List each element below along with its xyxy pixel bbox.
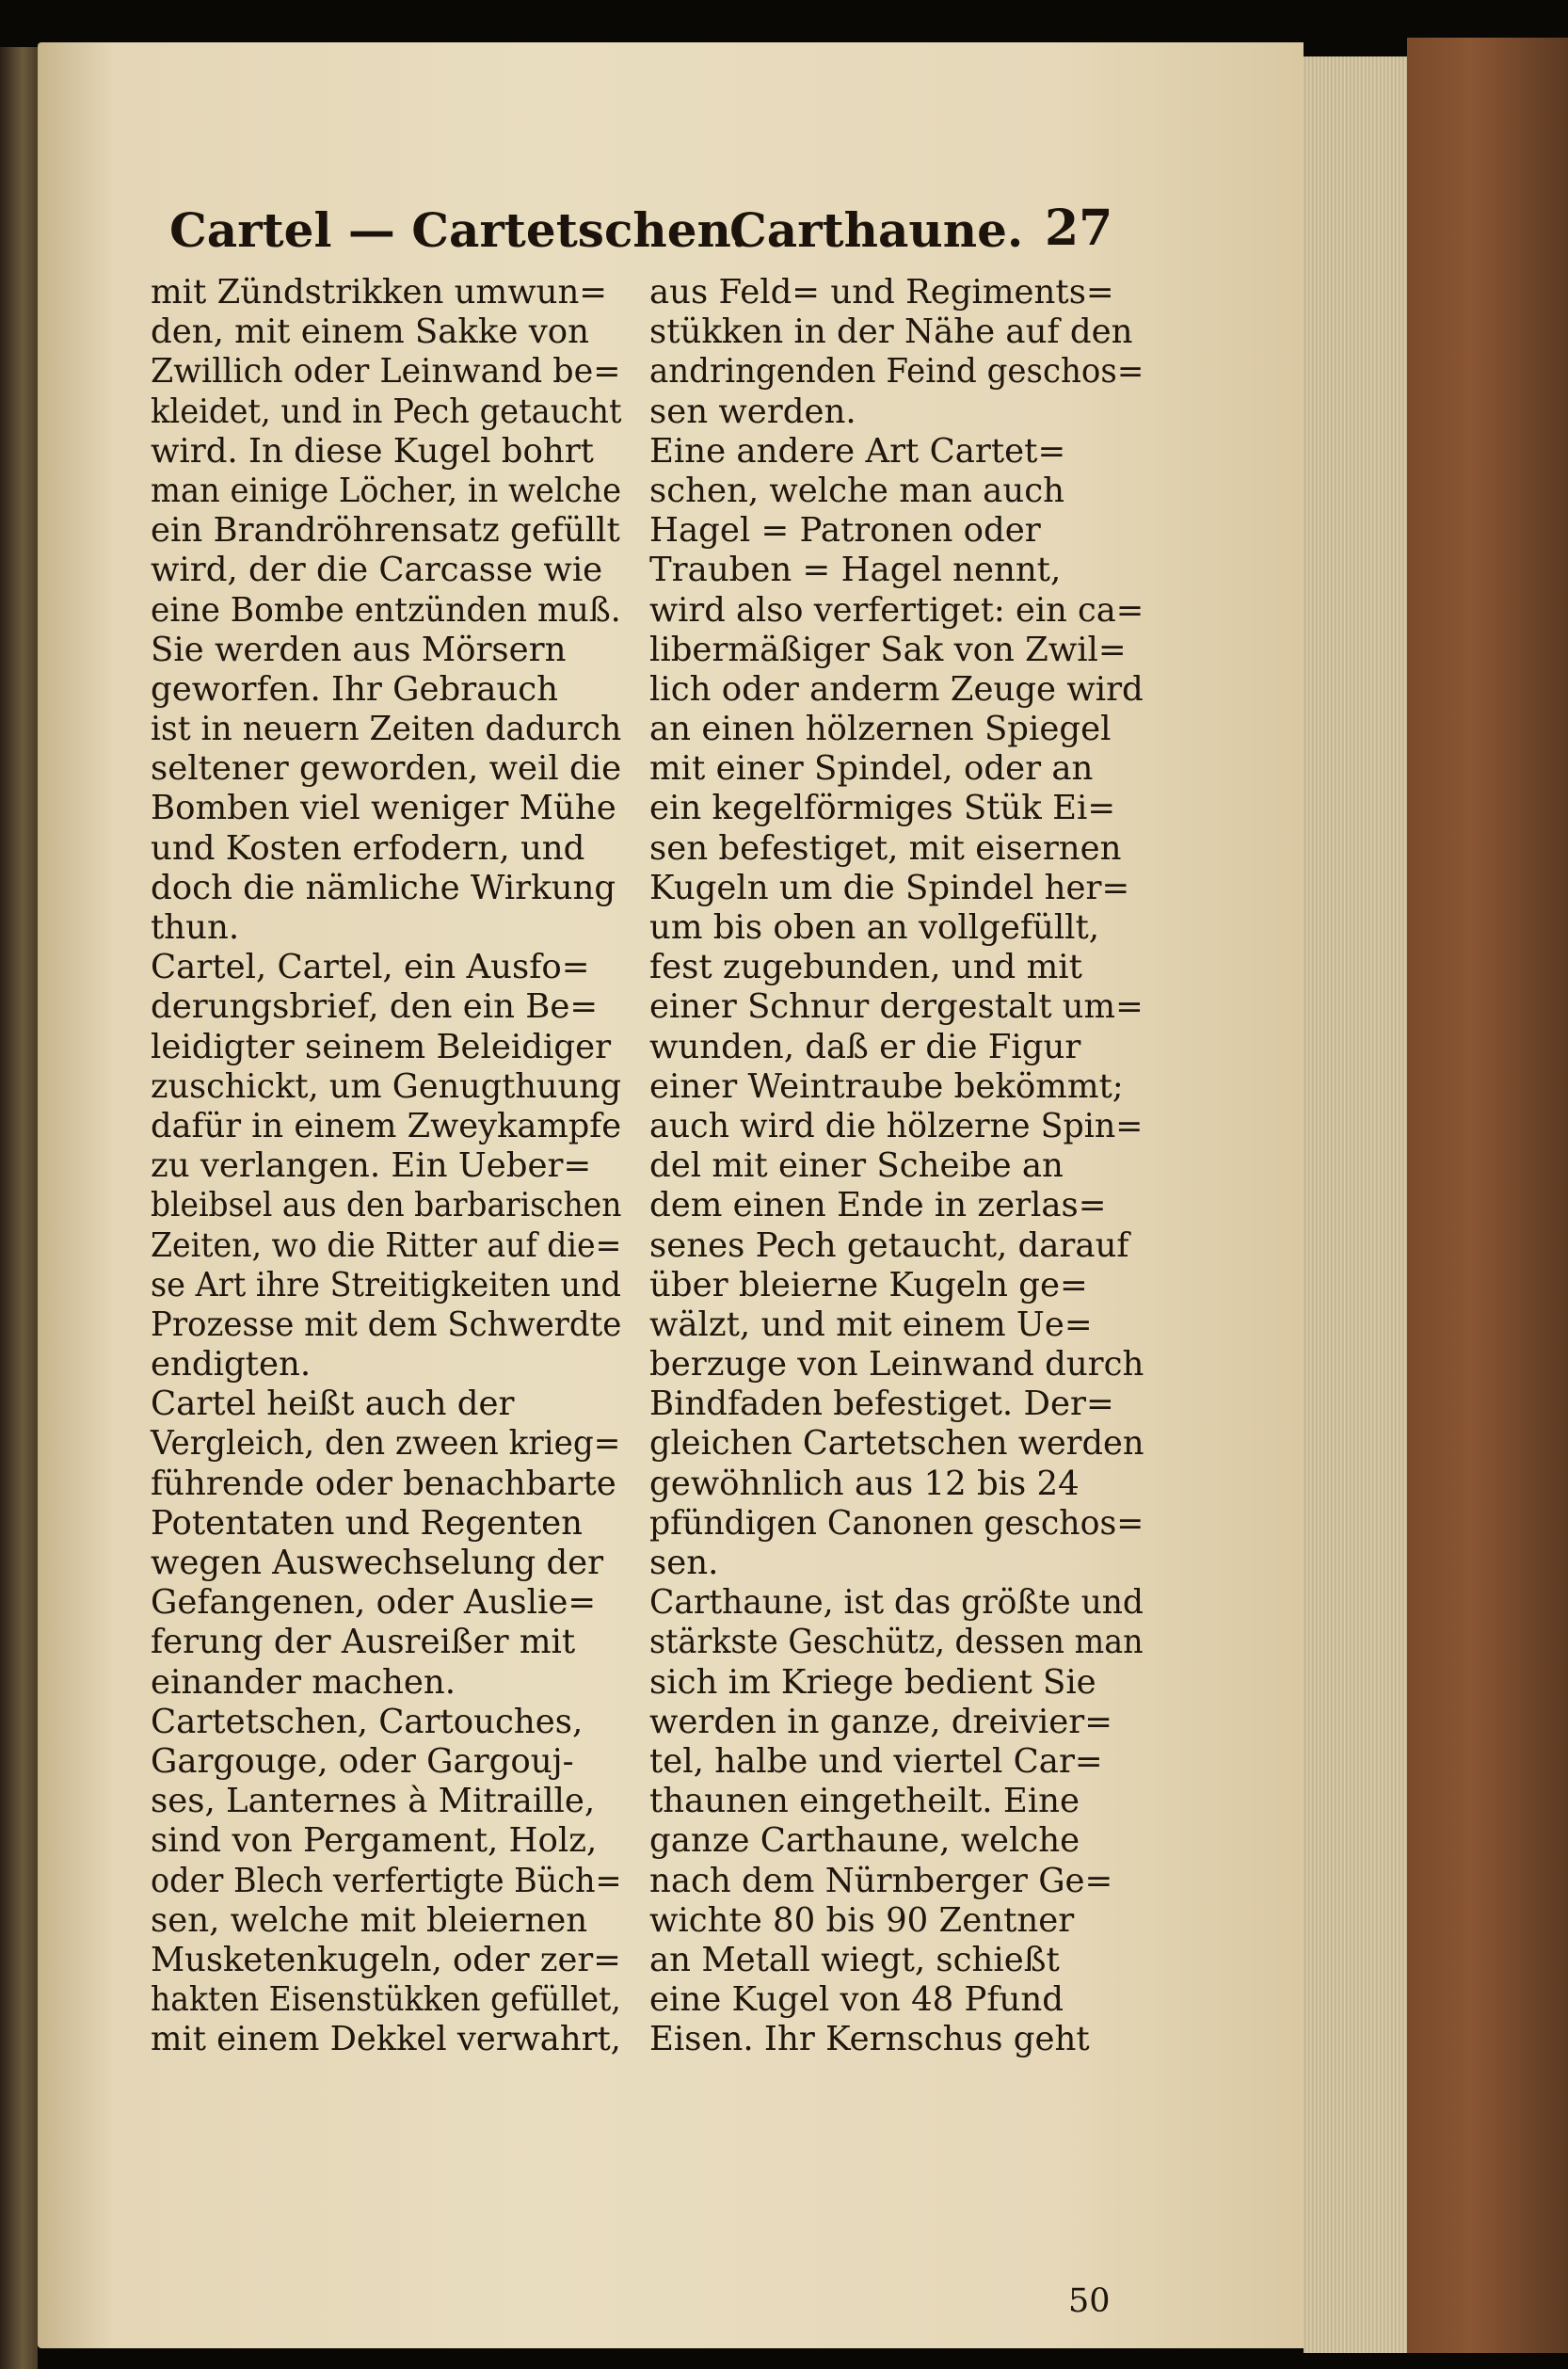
text-line: thaunen eingetheilt. Eine (649, 1782, 1080, 1821)
text-line: Carthaune, ist das größte und (649, 1583, 1144, 1623)
text-line: se Art ihre Streitigkeiten und (151, 1265, 621, 1305)
text-line: werden in ganze, dreivier= (649, 1702, 1112, 1741)
text-line: oder Blech verfertigte Büch= (151, 1861, 622, 1900)
text-line: wegen Auswechselung der (151, 1544, 604, 1582)
text-line: Potentaten und Regenten (151, 1503, 584, 1543)
page-number: 27 (1045, 200, 1113, 257)
text-line: kleidet, und in Pech getaucht (151, 392, 622, 431)
text-line: Eisen. Ihr Kernschus geht (649, 2020, 1090, 2059)
text-line: zuschickt, um Genugthuung (151, 1066, 622, 1106)
text-line: aus Feld= und Regiments= (649, 273, 1114, 312)
text-line: Cartel, Cartel, ein Ausfo= (151, 948, 590, 987)
text-line: mit einem Dekkel verwahrt, (151, 2020, 621, 2059)
text-line: del mit einer Scheibe an (649, 1146, 1064, 1186)
text-line: wird. In diese Kugel bohrt (151, 431, 594, 471)
text-line: andringenden Feind geschos= (649, 352, 1144, 392)
text-line: Gargouge, oder Gargouj- (151, 1741, 574, 1781)
text-line: an einen hölzernen Spiegel (649, 710, 1112, 749)
text-line: ist in neuern Zeiten dadurch (151, 710, 622, 749)
text-line: wird, der die Carcasse wie (151, 551, 603, 590)
text-line: wälzt, und mit einem Ue= (649, 1305, 1093, 1344)
text-line: wunden, daß er die Figur (649, 1027, 1081, 1066)
text-line: sen werden. (649, 392, 856, 431)
text-line: ein Brandröhrensatz gefüllt (151, 511, 620, 551)
text-line: mit Zündstrikken umwun= (151, 273, 608, 312)
text-line: doch die nämliche Wirkung (151, 868, 616, 907)
text-line: gleichen Cartetschen werden (649, 1424, 1144, 1464)
text-line: man einige Löcher, in welche (151, 471, 622, 510)
text-line: sind von Pergament, Holz, (151, 1821, 598, 1861)
text-line: ses, Lanternes à Mitraille, (151, 1782, 596, 1821)
text-line: ganze Carthaune, welche (649, 1821, 1080, 1861)
text-line: wird also verfertiget: ein ca= (649, 590, 1144, 630)
text-line: Zwillich oder Leinwand be= (151, 352, 621, 392)
text-line: sen befestiget, mit eisernen (649, 828, 1122, 868)
text-line: einer Schnur dergestalt um= (649, 987, 1144, 1027)
text-line: über bleierne Kugeln ge= (649, 1265, 1088, 1305)
text-line: Zeiten, wo die Ritter auf die= (151, 1225, 622, 1265)
page-edges (1304, 56, 1407, 2353)
text-line: einer Weintraube bekömmt; (649, 1066, 1124, 1106)
text-line: führende oder benachbarte (151, 1464, 616, 1503)
text-line: hakten Eisenstükken gefüllet, (151, 1980, 621, 2020)
text-line: nach dem Nürnberger Ge= (649, 1861, 1113, 1900)
text-line: um bis oben an vollgefüllt, (649, 908, 1100, 947)
text-line: libermäßiger Sak von Zwil= (649, 630, 1127, 669)
text-line: derungsbrief, den ein Be= (151, 987, 599, 1027)
text-line: ferung der Ausreißer mit (151, 1623, 576, 1662)
text-line: sich im Kriege bedient Sie (649, 1662, 1096, 1702)
text-line: leidigter seinem Beleidiger (151, 1027, 612, 1066)
text-line: stärkste Geschütz, dessen man (649, 1623, 1144, 1662)
text-line: eine Kugel von 48 Pfund (649, 1980, 1064, 2020)
text-line: Gefangenen, oder Auslie= (151, 1583, 597, 1623)
text-line: zu verlangen. Ein Ueber= (151, 1146, 592, 1186)
text-line: endigten. (151, 1345, 312, 1385)
text-line: Bindfaden befestiget. Der= (649, 1385, 1114, 1424)
text-column-left (151, 273, 621, 2059)
text-line: dafür in einem Zweykampfe (151, 1106, 622, 1145)
text-line: lich oder anderm Zeuge wird (649, 669, 1144, 709)
text-line: sen. (649, 1544, 719, 1582)
text-line: Trauben = Hagel nennt, (649, 551, 1062, 590)
text-line: fest zugebunden, und mit (649, 948, 1082, 987)
text-line: und Kosten erfodern, und (151, 828, 585, 868)
text-line: mit einer Spindel, oder an (649, 749, 1094, 789)
catchword: 50 (1068, 2282, 1111, 2320)
text-line: bleibsel aus den barbarischen (151, 1186, 622, 1225)
text-line: pfündigen Canonen geschos= (649, 1503, 1144, 1543)
text-line: seltener geworden, weil die (151, 749, 622, 789)
text-line: gewöhnlich aus 12 bis 24 (649, 1464, 1080, 1503)
running-header-left: Cartel — Cartetschen. (169, 202, 748, 258)
text-line: tel, halbe und viertel Car= (649, 1741, 1103, 1781)
text-line: auch wird die hölzerne Spin= (649, 1106, 1144, 1145)
text-line: Eine andere Art Cartet= (649, 431, 1066, 471)
text-line: einander machen. (151, 1662, 456, 1702)
text-line: Hagel = Patronen oder (649, 511, 1041, 551)
text-line: thun. (151, 908, 240, 947)
text-line: berzuge von Leinwand durch (649, 1345, 1144, 1385)
book-cover (1407, 38, 1568, 2353)
text-line: eine Bombe entzünden muß. (151, 590, 621, 630)
text-line: Bomben viel weniger Mühe (151, 789, 616, 828)
text-line: stükken in der Nähe auf den (649, 312, 1133, 352)
text-line: ein kegelförmiges Stük Ei= (649, 789, 1116, 828)
text-line: Vergleich, den zween krieg= (151, 1424, 621, 1464)
text-line: Prozesse mit dem Schwerdte (151, 1305, 622, 1344)
text-line: geworfen. Ihr Gebrauch (151, 669, 559, 709)
text-line: senes Pech getaucht, darauf (649, 1225, 1129, 1265)
text-column-right (649, 273, 1144, 2059)
text-line: schen, welche man auch (649, 471, 1064, 510)
text-line: Sie werden aus Mörsern (151, 630, 567, 669)
text-line: Cartetschen, Cartouches, (151, 1702, 584, 1741)
text-line: Musketenkugeln, oder zer= (151, 1940, 621, 1979)
text-line: wichte 80 bis 90 Zentner (649, 1900, 1075, 1940)
text-line: den, mit einem Sakke von (151, 312, 590, 352)
text-line: Cartel heißt auch der (151, 1385, 515, 1424)
text-line: sen, welche mit bleiernen (151, 1900, 588, 1940)
left-page-edge (0, 47, 38, 2369)
running-header-right: Carthaune. (729, 202, 1024, 258)
text-line: dem einen Ende in zerlas= (649, 1186, 1107, 1225)
text-line: an Metall wiegt, schießt (649, 1940, 1060, 1979)
text-line: Kugeln um die Spindel her= (649, 868, 1130, 907)
